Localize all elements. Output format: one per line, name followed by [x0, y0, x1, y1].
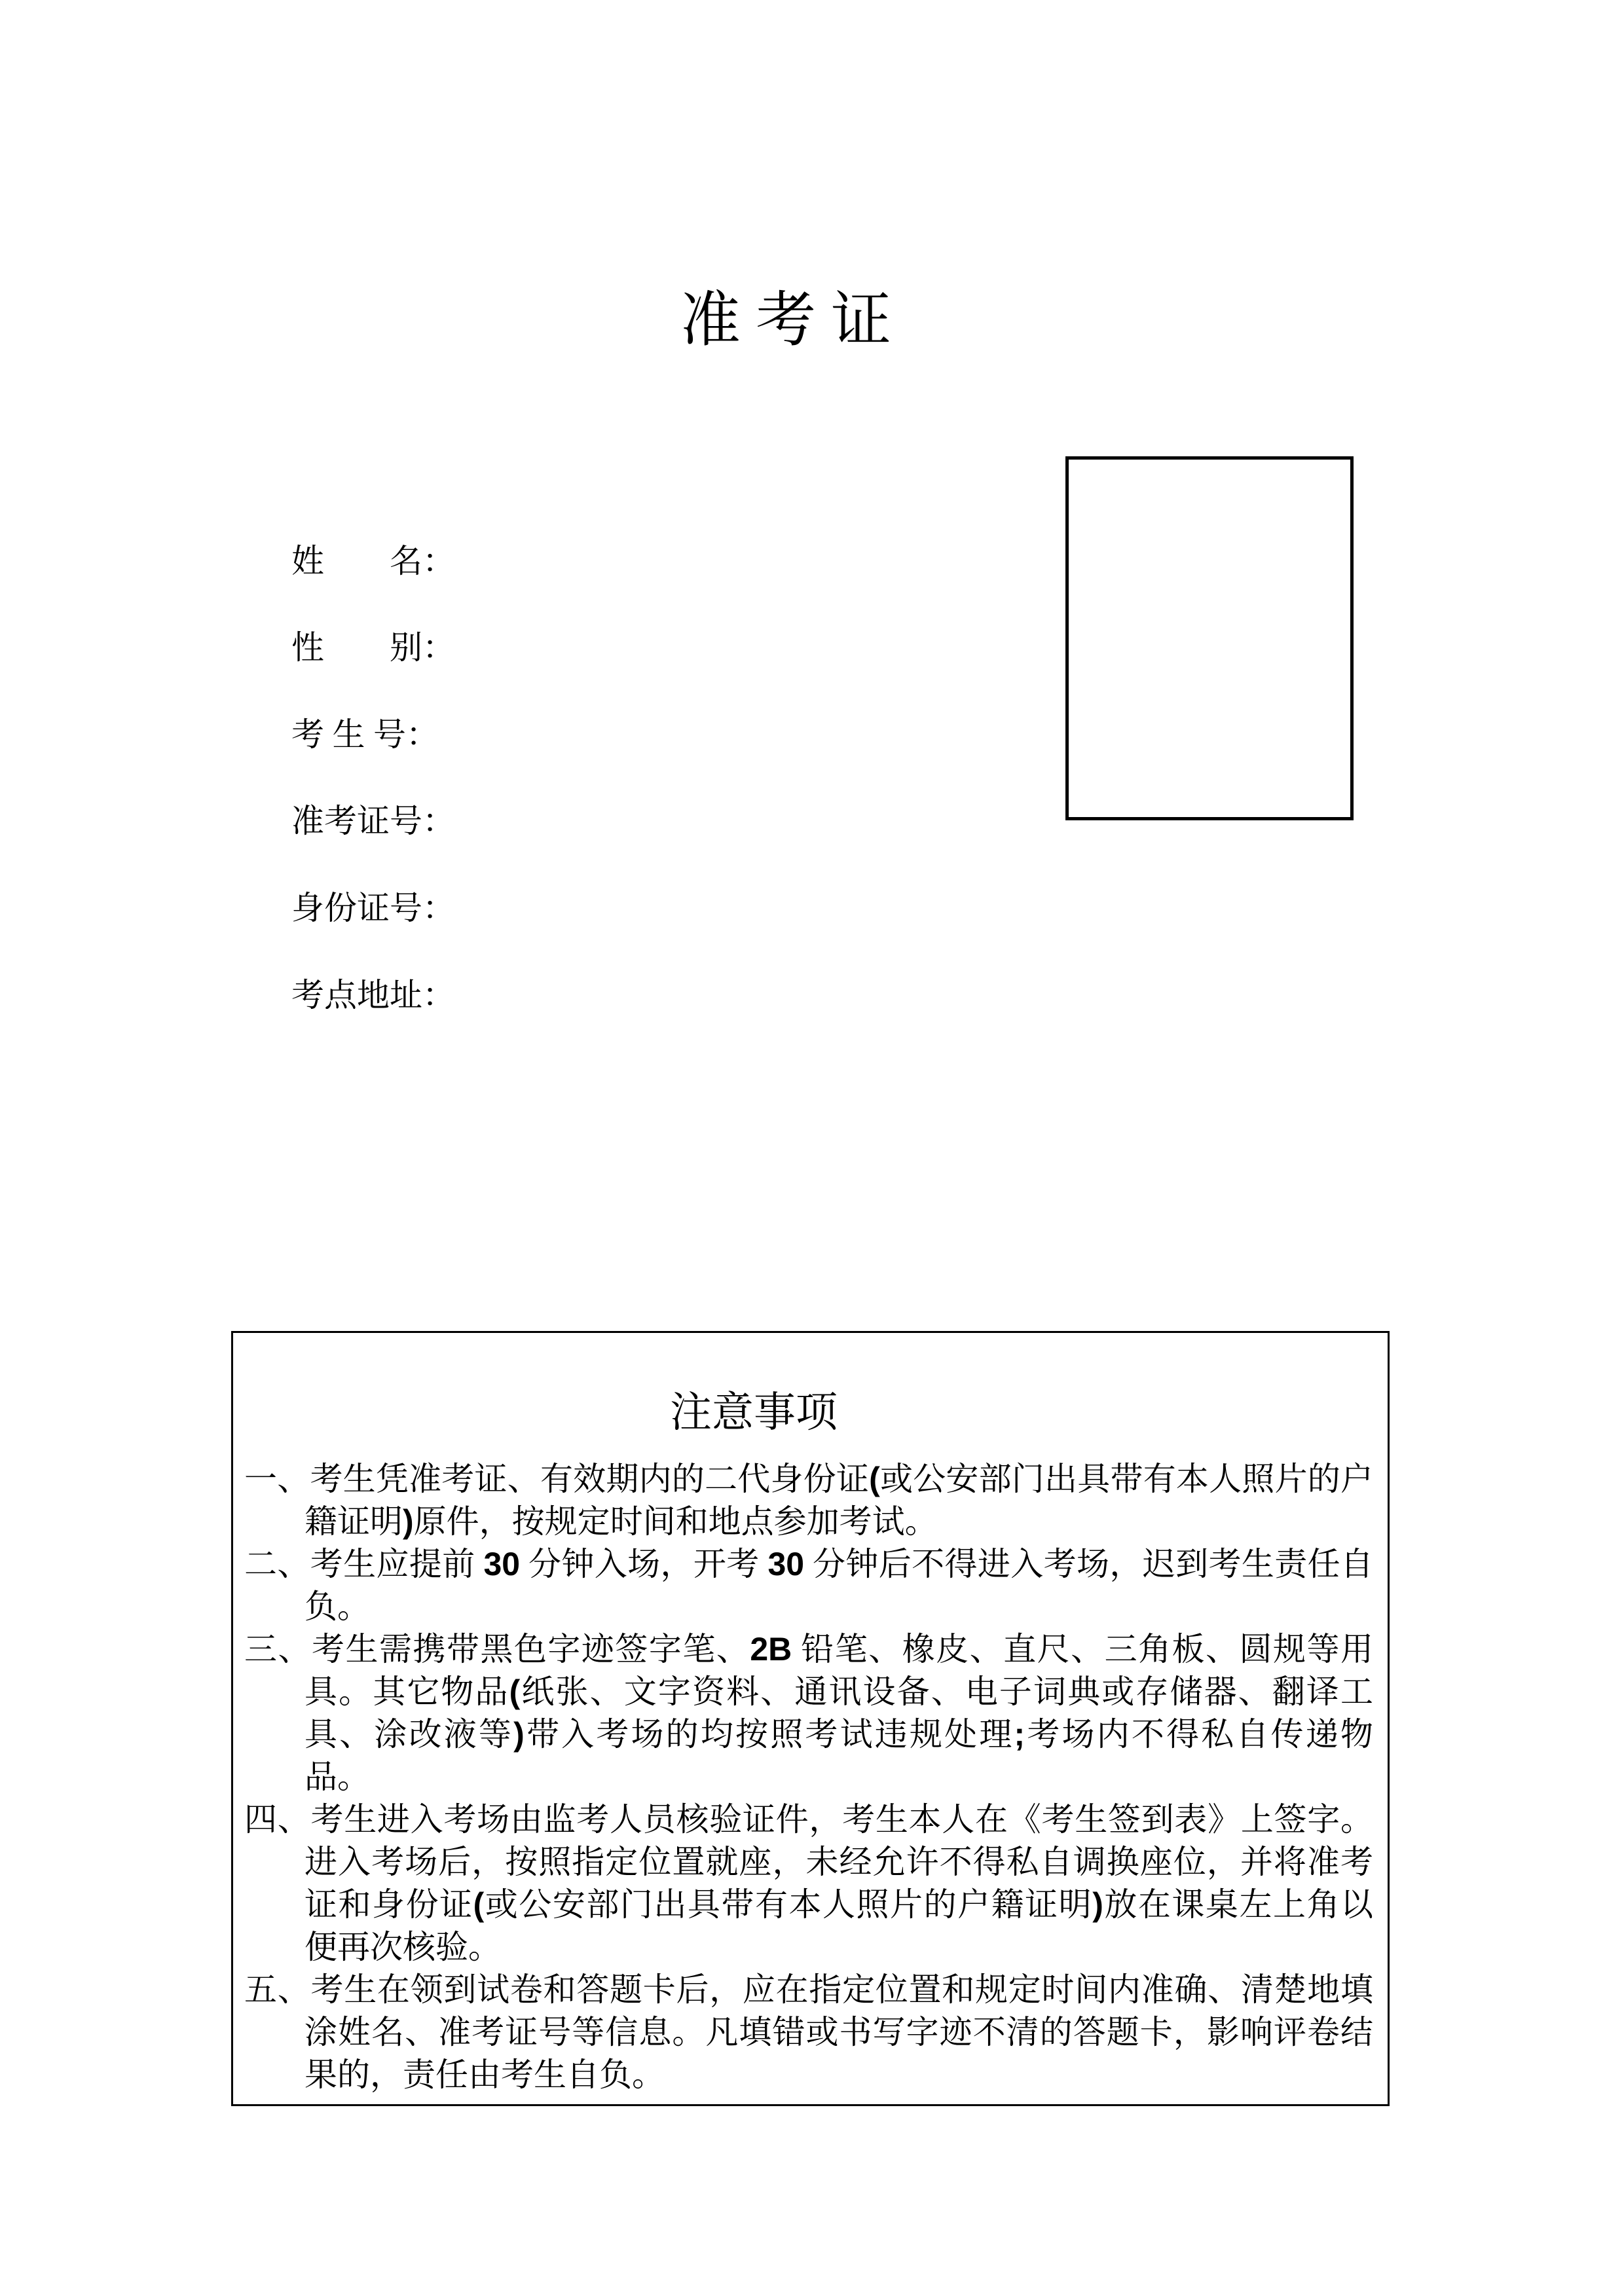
- notice-box: [231, 1331, 1390, 2106]
- notice-item-3-text: 考生需携带黑色字迹签字笔、2B 铅笔、橡皮、直尺、三角板、圆规等用具。其它物品(纸张、文字资料、通讯设备、电子词典或存储器、翻译工具、涂改液等)带入考场的均按照考试违规处理;考场内不得私自传递物品。: [304, 1631, 1374, 1795]
- notice-item-2: [244, 1543, 1373, 1628]
- page-title: 准 考 证: [680, 287, 891, 354]
- field-site-address-label: 考点地址：: [291, 976, 455, 1013]
- notice-items: [244, 1458, 1373, 2096]
- field-admission-number-label: 准考证号：: [291, 803, 455, 840]
- notice-item-1-number: 一、: [244, 1461, 310, 1497]
- field-name-label: 姓 名：: [291, 542, 455, 579]
- notice-item-5: [244, 1969, 1373, 2096]
- notice-item-4-number: 四、: [244, 1801, 311, 1838]
- notice-item-4: [244, 1798, 1373, 1969]
- info-fields: [242, 431, 1028, 1013]
- field-gender-label: 性 别：: [291, 629, 455, 666]
- field-id-number-label: 身份证号：: [291, 889, 455, 926]
- field-candidate-number-label: 考 生 号：: [291, 716, 439, 753]
- notice-item-1-text: 考生凭准考证、有效期内的二代身份证(或公安部门出具带有本人照片的户籍证明)原件，按规定时间和地点参加考试。: [304, 1461, 1374, 1540]
- notice-item-2-number: 二、: [244, 1546, 310, 1582]
- field-name: [242, 431, 1028, 579]
- notice-heading: 注意事项: [670, 1389, 838, 1436]
- notice-item-5-text: 考生在领到试卷和答题卡后，应在指定位置和规定时间内准确、清楚地填涂姓名、准考证号等信息。凡填错或书写字迹不清的答题卡，影响评卷结果的，责任由考生自负。: [304, 1971, 1374, 2093]
- notice-item-1: [244, 1458, 1373, 1543]
- notice-item-5-number: 五、: [244, 1971, 311, 2008]
- notice-item-3-number: 三、: [244, 1631, 312, 1667]
- notice-item-3: [244, 1628, 1373, 1798]
- notice-item-4-text: 考生进入考场由监考人员核验证件，考生本人在《考生签到表》上签字。进入考场后，按照指定位置就座，未经允许不得私自调换座位，并将准考证和身份证(或公安部门出具带有本人照片的户籍证明)放在课桌左上角以便再次核验。: [304, 1801, 1374, 1965]
- notice-item-2-text: 考生应提前 30 分钟入场，开考 30 分钟后不得进入考场，迟到考生责任自负。: [304, 1546, 1373, 1625]
- photo-box: [1065, 456, 1354, 820]
